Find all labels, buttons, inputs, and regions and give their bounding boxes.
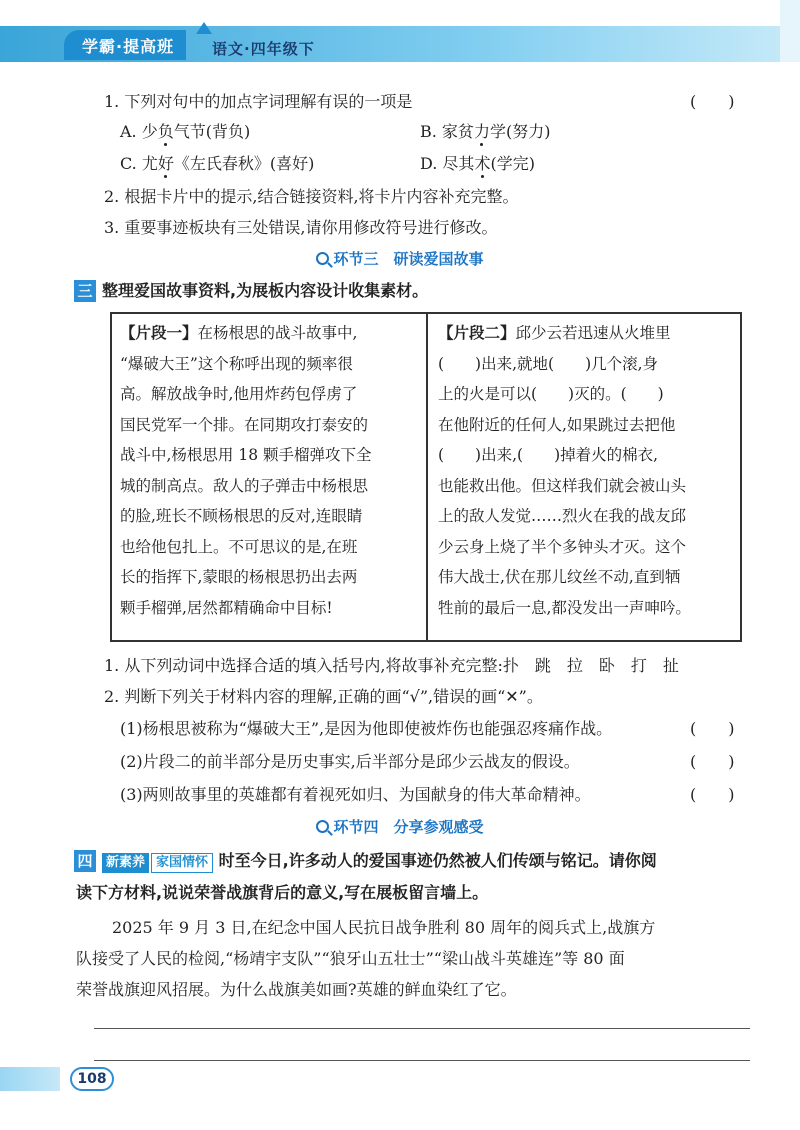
- new-literacy-tag: 新素养: [102, 853, 149, 873]
- page-header: [0, 0, 800, 62]
- question-3: 3. 重要事迹板块有三处错误,请你用修改符号进行修改。: [104, 218, 498, 237]
- answer-paren-j2[interactable]: ( ): [690, 752, 735, 771]
- patriotism-tag: 家国情怀: [151, 853, 213, 873]
- magnifier-icon: [316, 252, 329, 265]
- section-4-number: 四: [74, 850, 96, 872]
- section-3-task: 整理爱国故事资料,为展板内容设计收集素材。: [102, 281, 429, 300]
- up-arrow-icon: [196, 22, 212, 34]
- section-4-task-line-2: 读下方材料,说说荣誉战旗背后的意义,写在展板留言墙上。: [76, 883, 489, 902]
- story-fragments-box: [110, 312, 742, 642]
- fragment-2-tag: 【片段二】: [438, 324, 516, 342]
- section-4-task-line-1: 新素养 家国情怀 时至今日,许多动人的爱国事迹仍然被人们传颂与铭记。请你阅: [102, 848, 657, 874]
- fragment-2: 【片段二】邱少云若迅速从火堆里 ( )出来,就地( )几个滚,身 上的火是可以( )灭的。( ) 在他附近的任何人,如果跳过去把他 ( )出来,( )掉着火的棉衣, 也能救出他。但这样我们就会被山头 上的敌人发觉……烈火在我的战友邱 少云身上烧了半个多钟头才灭。这个 伟大战士,伏在那儿纹丝不动,直到牺 牲前的最后一息,都没发出一声呻吟。: [438, 324, 691, 617]
- option-a: A. 少负气节(背负): [120, 122, 251, 141]
- section-4-heading: 环节四 分享参观感受: [0, 816, 800, 837]
- judge-item-3: (3)两则故事里的英雄都有着视死如归、为国献身的伟大革命精神。: [120, 785, 591, 804]
- judge-item-2: (2)片段二的前半部分是历史事实,后半部分是邱少云战友的假设。: [120, 752, 580, 771]
- answer-paren-j1[interactable]: ( ): [690, 719, 735, 738]
- material-line-3: 荣誉战旗迎风招展。为什么战旗美如画?英雄的鲜血染红了它。: [76, 980, 517, 999]
- judge-item-1: (1)杨根思被称为“爆破大王”,是因为他即使被炸伤也能强忍疼痛作战。: [120, 719, 613, 738]
- material-line-2: 队接受了人民的检阅,“杨靖宇支队”“狼牙山五壮士”“梁山战斗英雄连”等 80 面: [76, 949, 625, 968]
- page-fold: [780, 0, 800, 62]
- option-d: D. 尽其术(学完): [420, 154, 535, 173]
- page-number: 108: [70, 1067, 114, 1091]
- answer-paren-j3[interactable]: ( ): [690, 785, 735, 804]
- section-3-number: 三: [74, 280, 96, 302]
- option-b: B. 家贫力学(努力): [420, 122, 551, 141]
- magnifier-icon: [316, 820, 329, 833]
- subject-title: 语文·四年级下: [212, 40, 315, 58]
- brand-tab: [64, 30, 186, 60]
- material-line-1: 2025 年 9 月 3 日,在纪念中国人民抗日战争胜利 80 周年的阅兵式上,战旗方: [112, 918, 656, 937]
- writing-line-2[interactable]: [94, 1060, 750, 1061]
- writing-line-1[interactable]: [94, 1028, 750, 1029]
- section-3-question-2: 2. 判断下列关于材料内容的理解,正确的画“√”,错误的画“✕”。: [104, 687, 543, 706]
- section-3-question-1: 1. 从下列动词中选择合适的填入括号内,将故事补充完整:扑 跳 拉 卧 打 扯: [104, 656, 679, 675]
- answer-paren-q1[interactable]: ( ): [690, 92, 735, 111]
- fragment-1-tag: 【片段一】: [120, 324, 198, 342]
- option-c: C. 尤好《左氏春秋》(喜好): [120, 154, 315, 173]
- question-1: 1. 下列对句中的加点字词理解有误的一项是: [104, 92, 413, 111]
- page-number-band: [0, 1067, 60, 1091]
- section-3-heading: 环节三 研读爱国故事: [0, 248, 800, 269]
- question-2: 2. 根据卡片中的提示,结合链接资料,将卡片内容补充完整。: [104, 187, 519, 206]
- brand-title: 学霸·提高班: [82, 36, 175, 56]
- fragment-1: 【片段一】在杨根思的战斗故事中, “爆破大王”这个称呼出现的频率很 高。解放战争时,他用炸药包俘虏了 国民党军一个排。在同期攻打泰安的 战斗中,杨根思用 18 颗手榴弹攻下全 城的制高点。敌人的子弹击中杨根思 的脸,班长不顾杨根思的反对,连眼睛 也给他包扎上。不可思议的是,在班 长的指挥下,蒙眼的杨根思扔出去两 颗手榴弹,居然都精确命中目标!: [112, 314, 428, 640]
